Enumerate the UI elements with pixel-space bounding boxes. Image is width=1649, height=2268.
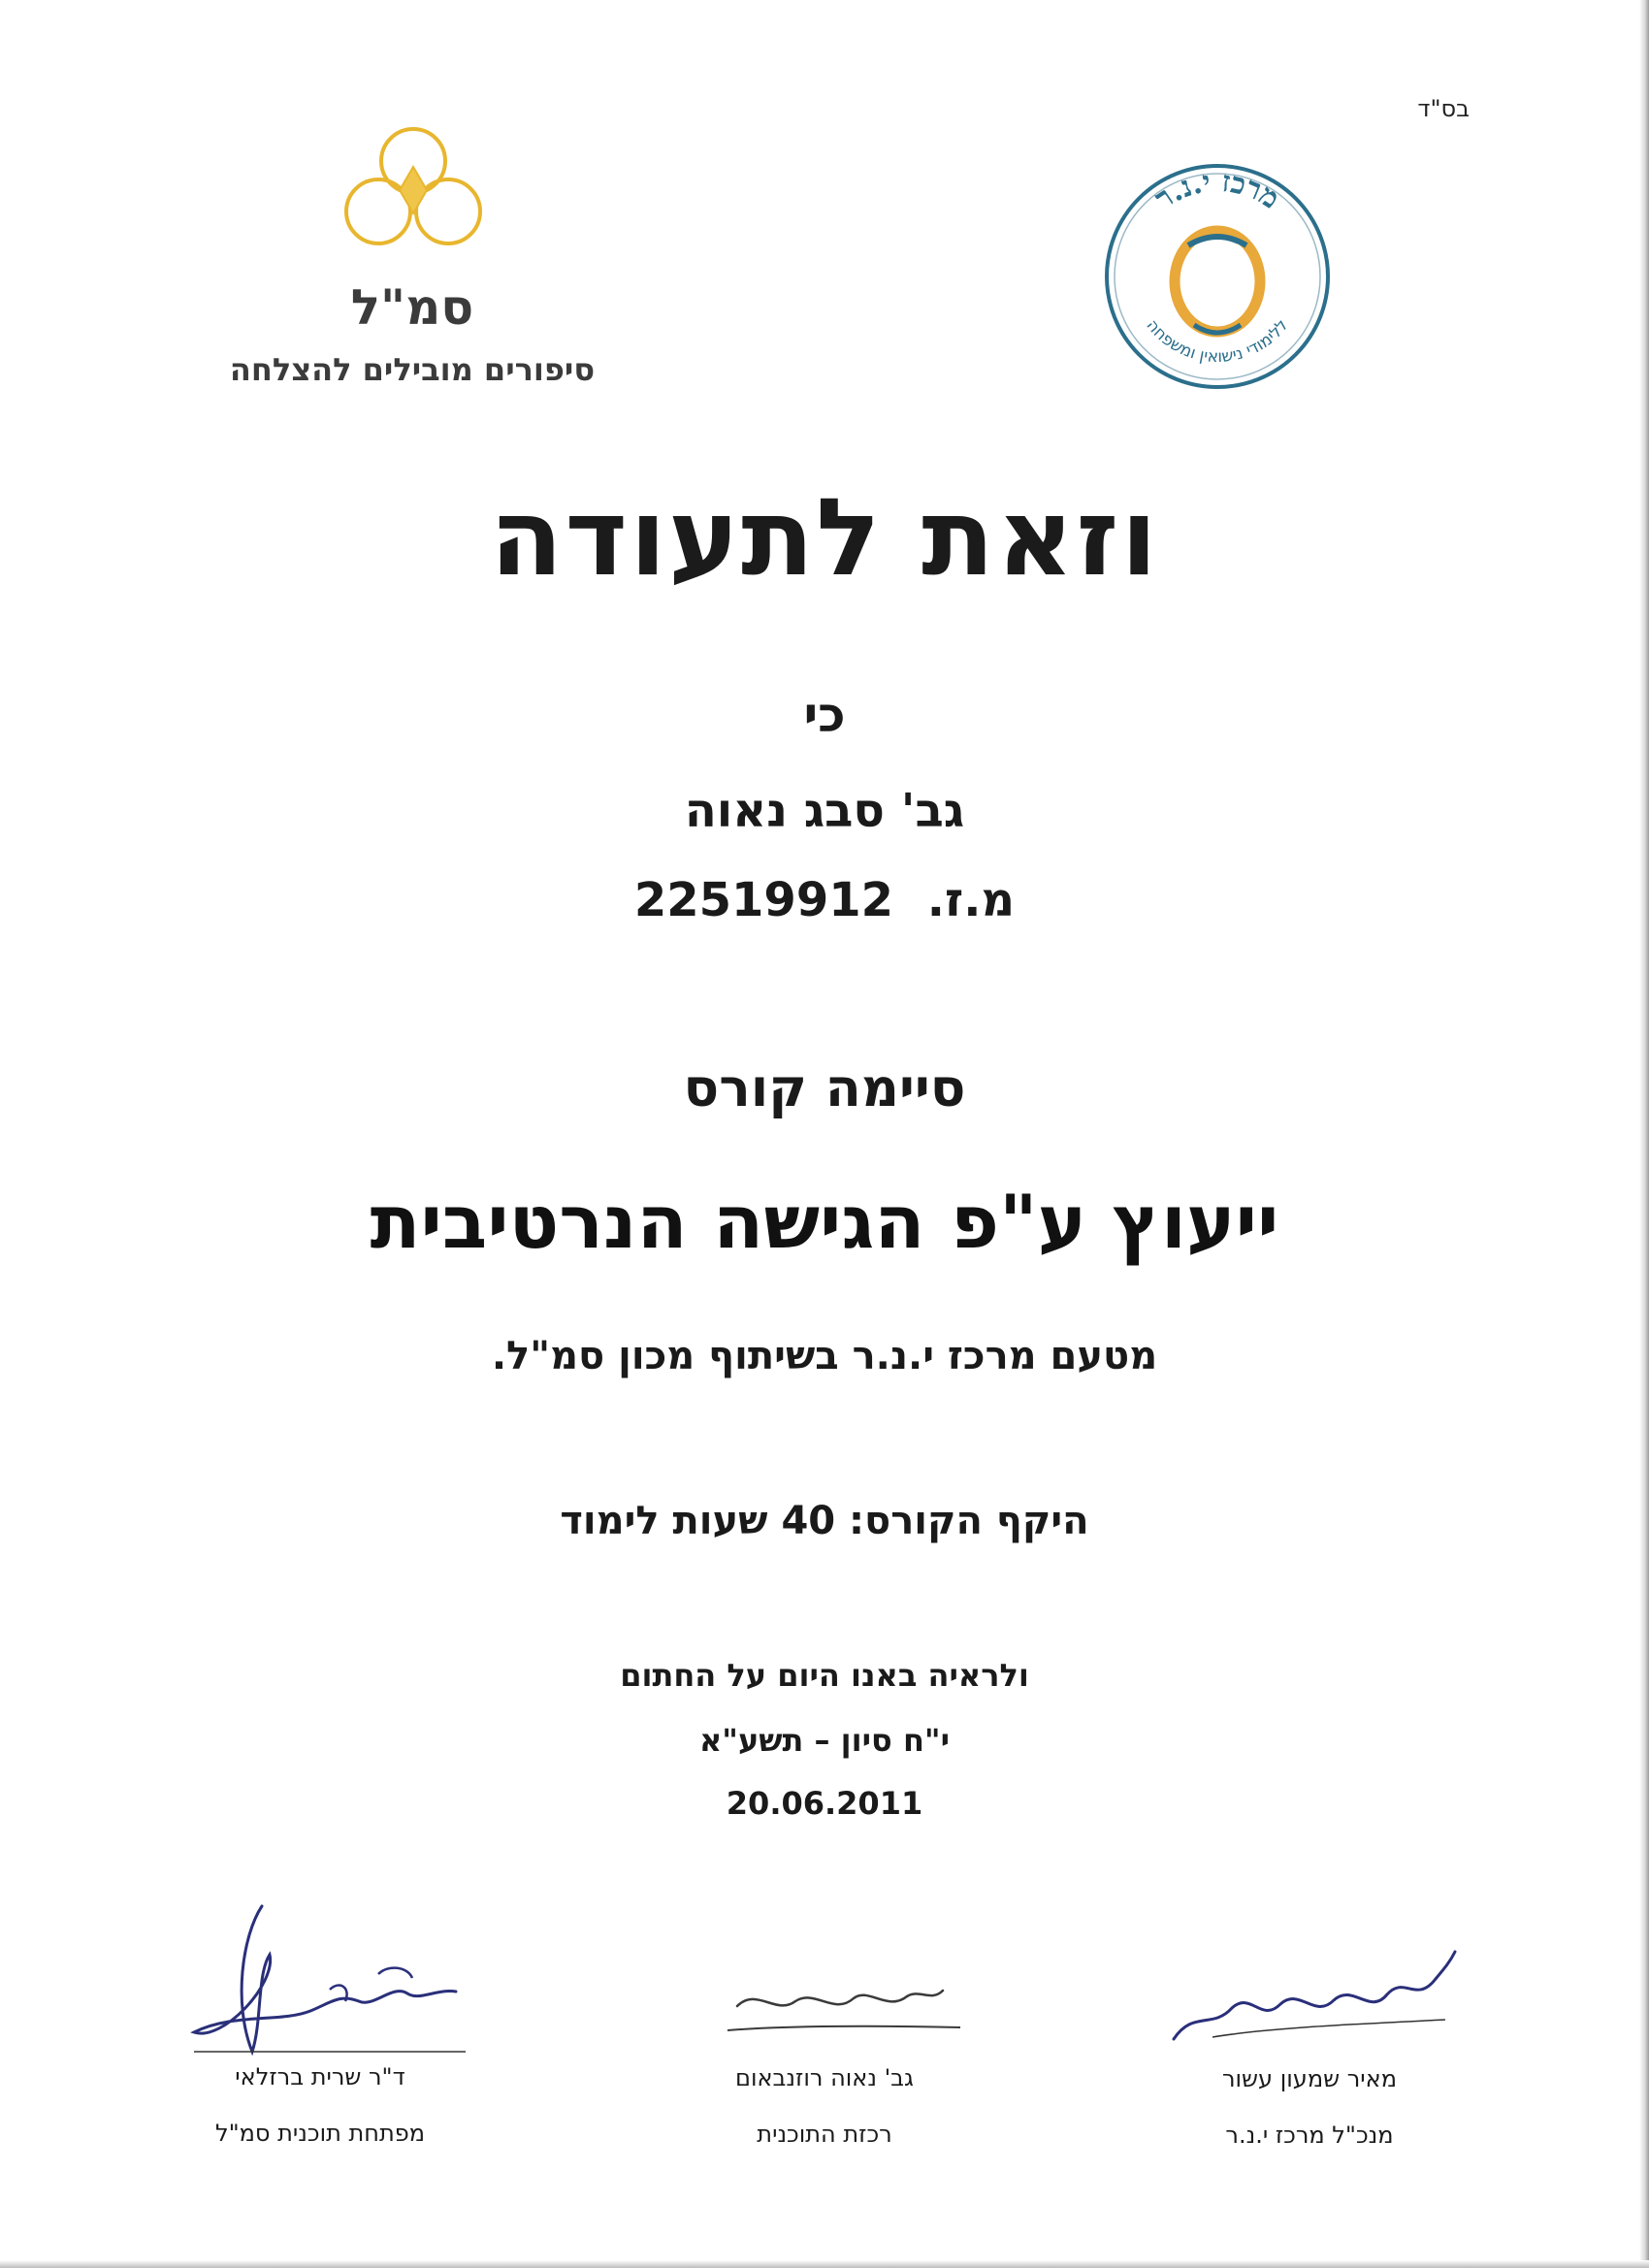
semel-logo-icon bbox=[340, 124, 487, 250]
recipient-name: גב' סבג נאוה bbox=[684, 784, 965, 838]
yenar-seal-inner-text: ללימודי נישואין ומשפחה bbox=[1142, 315, 1293, 368]
gregorian-date: 20.06.2011 bbox=[726, 1785, 923, 1822]
recipient-id-line bbox=[0, 873, 1649, 927]
id-number: 22519912 bbox=[633, 873, 894, 927]
hebrew-date: י"ח סיון – תשע"א bbox=[698, 1722, 951, 1759]
signature-middle-role: רכזת התוכנית bbox=[757, 2121, 892, 2148]
signature-right-role: מנכ"ל מרכז י.נ.ר bbox=[1225, 2122, 1394, 2149]
id-label: מ.ז. bbox=[926, 873, 1016, 927]
scan-edge-right bbox=[1639, 0, 1649, 2268]
signature-middle-name: גב' נאוה רוזנבאום bbox=[735, 2064, 914, 2091]
signature-block-right bbox=[1154, 1923, 1465, 2149]
signature-block-middle bbox=[669, 1948, 980, 2148]
yenar-seal-outer-text: מרכז י.נ.ר bbox=[1148, 164, 1286, 216]
yenar-seal-icon bbox=[1101, 160, 1334, 393]
signature-middle-icon bbox=[669, 1948, 980, 2062]
organizer-line: מטעם מרכז י.נ.ר בשיתוף מכון סמ"ל. bbox=[491, 1334, 1158, 1378]
completed-course-label: סיימה קורס bbox=[683, 1057, 966, 1118]
semel-logo-name: סמ"ל bbox=[350, 279, 474, 336]
scan-edge-bottom bbox=[0, 2260, 1649, 2268]
witness-line: ולראיה באנו היום על החתום bbox=[620, 1657, 1029, 1694]
course-scope: היקף הקורס: 40 שעות לימוד bbox=[560, 1499, 1089, 1543]
semel-logo-tagline: סיפורים מובילים להצלחה bbox=[229, 351, 596, 388]
signature-right-name: מאיר שמעון עשור bbox=[1221, 2065, 1398, 2092]
certificate-title: וזאת לתעודה bbox=[489, 475, 1160, 599]
certificate-ki: כי bbox=[803, 687, 846, 743]
signature-right-icon bbox=[1154, 1923, 1465, 2063]
bsd-mark: בס"ד bbox=[1417, 95, 1470, 122]
course-name: ייעוץ ע"פ הגישה הנרטיבית bbox=[370, 1179, 1279, 1265]
signature-left-icon bbox=[165, 1896, 475, 2061]
signature-left-name: ד"ר שרית ברזלאי bbox=[235, 2063, 405, 2090]
signature-block-left bbox=[165, 1896, 475, 2147]
signature-left-role: מפתחת תוכנית סמ"ל bbox=[214, 2120, 426, 2147]
